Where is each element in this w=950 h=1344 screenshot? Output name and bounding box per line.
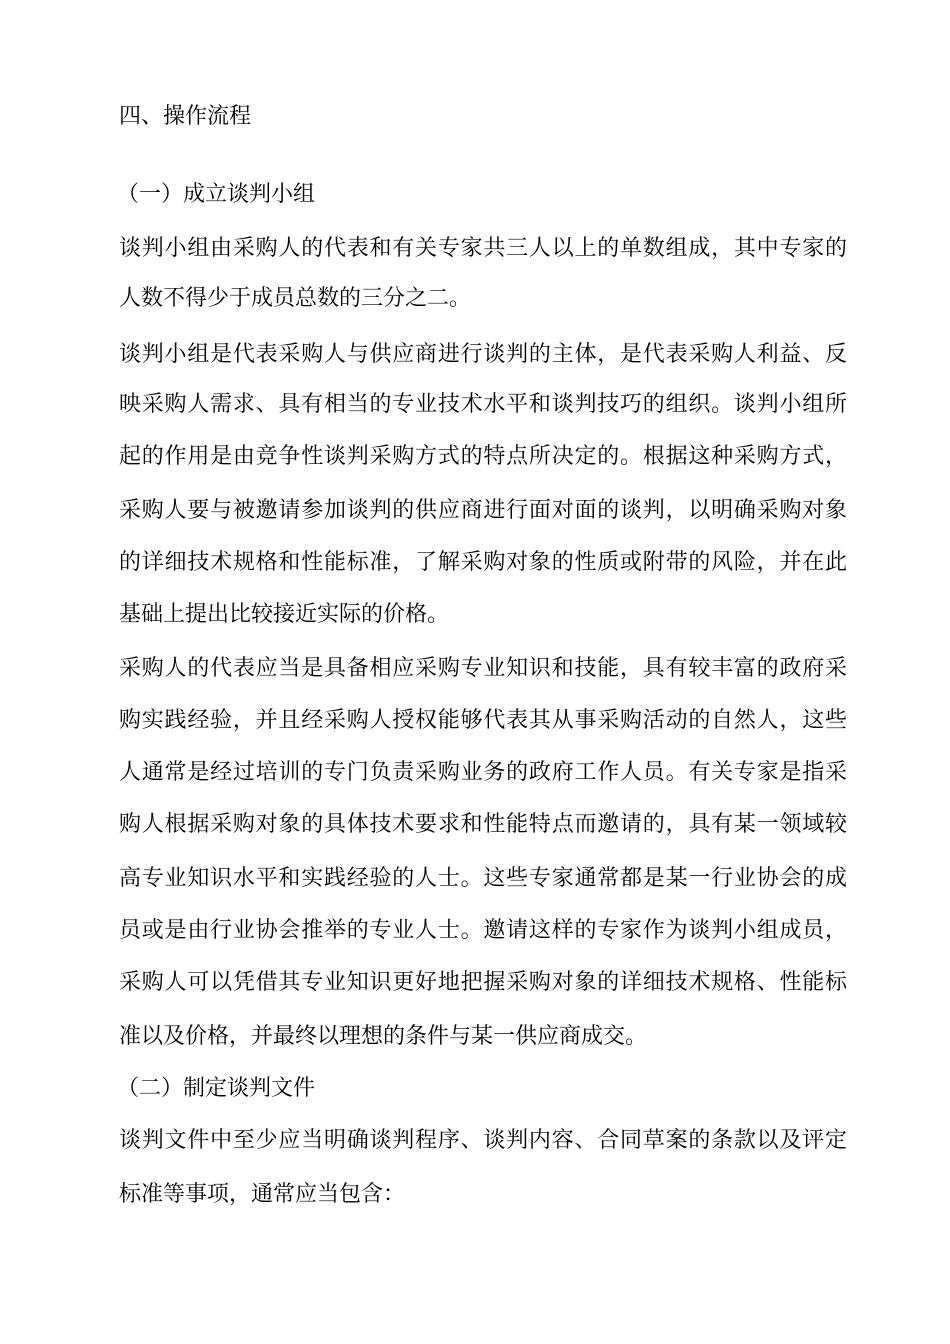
paragraph-line: 人数不得少于成员总数的三分之二。	[119, 286, 472, 311]
paragraph-line: 购实践经验，并且经采购人授权能够代表其从事采购活动的自然人，这些	[119, 708, 847, 733]
paragraph-line: 人通常是经过培训的专门负责采购业务的政府工作人员。有关专家是指采	[119, 760, 847, 785]
paragraph-line: 员或是由行业协会推举的专业人士。邀请这样的专家作为谈判小组成员，	[119, 918, 847, 943]
paragraph-line: 映采购人需求、具有相当的专业技术水平和谈判技巧的组织。谈判小组所	[119, 392, 847, 417]
paragraph-line: 谈判小组由采购人的代表和有关专家共三人以上的单数组成，其中专家的	[119, 236, 847, 261]
paragraph-line: 采购人可以凭借其专业知识更好地把握采购对象的详细技术规格、性能标	[119, 970, 847, 995]
paragraph-line: 标准等事项，通常应当包含：	[119, 1182, 406, 1207]
paragraph-line: 谈判文件中至少应当明确谈判程序、谈判内容、合同草案的条款以及评定	[119, 1128, 847, 1153]
section-heading: 四、操作流程	[119, 104, 252, 129]
subsection-heading: （二）制定谈判文件	[117, 1076, 316, 1101]
paragraph-line: 购人根据采购对象的具体技术要求和性能特点而邀请的，具有某一领域较	[119, 812, 847, 837]
paragraph-line: 采购人要与被邀请参加谈判的供应商进行面对面的谈判，以明确采购对象	[119, 498, 847, 523]
paragraph-line: 基础上提出比较接近实际的价格。	[119, 602, 450, 627]
subsection-heading: （一）成立谈判小组	[117, 182, 316, 207]
paragraph-line: 的详细技术规格和性能标准，了解采购对象的性质或附带的风险，并在此	[119, 550, 847, 575]
paragraph-line: 起的作用是由竞争性谈判采购方式的特点所决定的。根据这种采购方式，	[119, 444, 847, 469]
paragraph-line: 准以及价格，并最终以理想的条件与某一供应商成交。	[119, 1024, 648, 1049]
paragraph-line: 高专业知识水平和实践经验的人士。这些专家通常都是某一行业协会的成	[119, 866, 847, 891]
paragraph-line: 采购人的代表应当是具备相应采购专业知识和技能，具有较丰富的政府采	[119, 656, 847, 681]
paragraph-line: 谈判小组是代表采购人与供应商进行谈判的主体，是代表采购人利益、反	[119, 342, 847, 367]
